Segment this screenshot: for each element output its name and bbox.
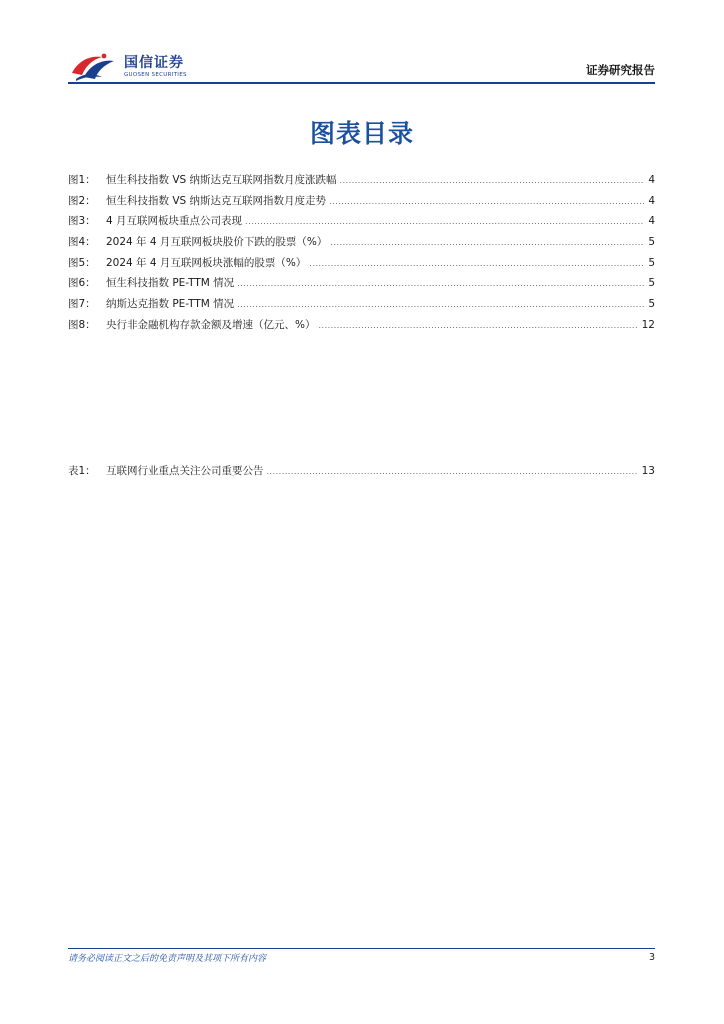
- figure-entry-3[interactable]: [68, 212, 655, 233]
- figure-page-number: 4: [648, 174, 655, 186]
- dot-leader: [309, 254, 644, 273]
- logo-chinese-name: 国信证券: [124, 55, 184, 71]
- dot-leader: [330, 233, 644, 252]
- dot-leader: [237, 274, 644, 293]
- figure-label: 图5：: [68, 256, 96, 269]
- figure-label: 图8：: [68, 318, 96, 331]
- figure-page-number: 5: [648, 298, 655, 311]
- figure-page-number: 5: [648, 236, 655, 249]
- figure-page-number: 4: [648, 194, 655, 207]
- figure-entry-5[interactable]: [68, 254, 655, 275]
- table-label: 表1：: [68, 465, 96, 477]
- page-number: 3: [648, 952, 655, 963]
- figure-label: 图6：: [68, 277, 96, 290]
- figure-label: 图7：: [68, 298, 96, 311]
- disclaimer-notice: 请务必阅读正文之后的免责声明及其项下所有内容: [68, 954, 267, 964]
- figure-label: 图1：: [68, 174, 96, 186]
- figure-title: 2024 年 4 月互联网板块股价下跌的股票（%）: [106, 236, 328, 249]
- table-list: [68, 462, 655, 483]
- dot-leader: [237, 295, 644, 314]
- table-title: 互联网行业重点关注公司重要公告: [106, 465, 264, 477]
- figure-label: 图3：: [68, 215, 96, 228]
- report-type-label: 证券研究报告: [586, 63, 655, 77]
- figure-page-number: 5: [648, 277, 655, 290]
- guosen-logo-icon: [68, 51, 120, 83]
- figure-title: 恒生科技指数 VS 纳斯达克互联网指数月度走势: [106, 194, 327, 207]
- figure-list: [68, 171, 655, 337]
- figure-page-number: 4: [648, 215, 655, 228]
- figure-entry-1[interactable]: [68, 171, 655, 192]
- footer-divider: [68, 948, 655, 949]
- figure-title: 恒生科技指数 PE-TTM 情况: [106, 277, 235, 290]
- page-header: [68, 50, 655, 84]
- logo-english-name: GUOSEN SECURITIES: [124, 72, 187, 78]
- dot-leader: [318, 316, 637, 335]
- header-divider: [68, 82, 655, 84]
- company-logo: [68, 50, 187, 84]
- figure-title: 2024 年 4 月互联网板块涨幅的股票（%）: [106, 256, 307, 269]
- figure-title: 4 月互联网板块重点公司表现: [106, 215, 243, 228]
- figure-entry-6[interactable]: [68, 274, 655, 295]
- figure-title: 央行非金融机构存款金额及增速（亿元、%）: [106, 318, 316, 331]
- figure-page-number: 12: [641, 318, 655, 331]
- dot-leader: [329, 192, 644, 211]
- figure-entry-7[interactable]: [68, 295, 655, 316]
- figure-page-number: 5: [648, 256, 655, 269]
- figure-title: 纳斯达克指数 PE-TTM 情况: [106, 298, 235, 311]
- dot-leader: [245, 212, 644, 231]
- table-page-number: 13: [641, 465, 655, 477]
- figure-entry-4[interactable]: [68, 233, 655, 254]
- figure-title: 恒生科技指数 VS 纳斯达克互联网指数月度涨跌幅: [106, 174, 337, 186]
- dot-leader: [267, 462, 638, 481]
- figure-entry-8[interactable]: [68, 316, 655, 337]
- figure-label: 图2：: [68, 194, 96, 207]
- dot-leader: [340, 171, 645, 190]
- page-title: 图表目录: [309, 119, 414, 148]
- table-entry-1[interactable]: [68, 462, 655, 483]
- figure-entry-2[interactable]: [68, 192, 655, 213]
- figure-label: 图4：: [68, 236, 96, 249]
